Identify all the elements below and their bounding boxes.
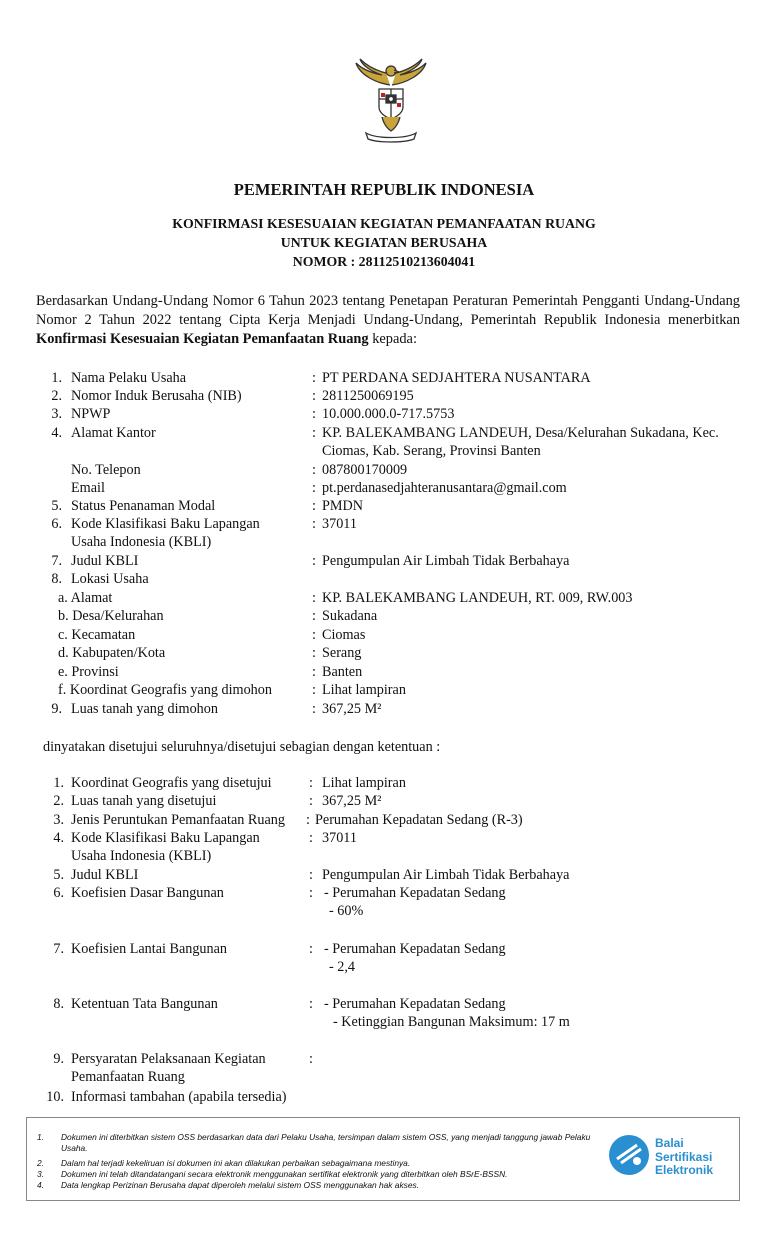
document-title-line1: KONFIRMASI KESESUAIAN KEGIATAN PEMANFAATAN RUANG xyxy=(172,216,596,231)
field-value: - Perumahan Kepadatan Sedang xyxy=(324,996,506,1012)
field-value: pt.perdanasedjahteranusantara@gmail.com xyxy=(322,480,567,496)
field-colon: : xyxy=(312,425,316,441)
field-label: Alamat Kantor xyxy=(71,425,156,441)
item-number: 9. xyxy=(53,1051,64,1067)
item-number: 7. xyxy=(51,553,62,569)
footnote-text: Data lengkap Perizinan Berusaha dapat diperoleh melalui sistem OSS menggunakan hak akses. xyxy=(61,1180,420,1190)
footnote-number: 3. xyxy=(37,1169,44,1179)
field-label: NPWP xyxy=(71,406,111,422)
field-value: Ciomas xyxy=(322,627,366,643)
intro-bold-text: Konfirmasi Kesesuaian Kegiatan Pemanfaatan Ruang xyxy=(36,331,369,347)
item-number: 5. xyxy=(53,867,64,883)
item-number: 8. xyxy=(53,996,64,1012)
footnote-box xyxy=(26,1117,740,1201)
field-colon: : xyxy=(312,462,316,478)
garuda-emblem-icon xyxy=(346,55,436,145)
field-value: 10.000.000.0-717.5753 xyxy=(322,406,455,422)
item-number: 2. xyxy=(51,388,62,404)
field-colon: : xyxy=(309,885,313,901)
footnote-text: Dokumen ini diterbitkan sistem OSS berdasarkan data dari Pelaku Usaha, tersimpan dalam sistem OSS, yang menjadi tanggung jawab Pelaku Usaha. xyxy=(61,1132,591,1153)
approval-statement: dinyatakan disetujui seluruhnya/disetujui sebagian dengan ketentuan : xyxy=(43,739,441,755)
field-colon: : xyxy=(306,812,310,828)
item-number: 9. xyxy=(51,701,62,717)
field-value-cont: - 2,4 xyxy=(329,959,356,975)
field-value: 37011 xyxy=(322,830,357,846)
field-colon: : xyxy=(312,627,316,643)
item-number: 1. xyxy=(53,775,64,791)
intro-text-end: kepada: xyxy=(368,331,417,347)
document-number: NOMOR : 28112510213604041 xyxy=(292,254,476,269)
field-value: PT PERDANA SEDJAHTERA NUSANTARA xyxy=(322,370,591,386)
item-number: 4. xyxy=(53,830,64,846)
footnote-text: Dokumen ini telah ditandatangani secara elektronik menggunakan sertifikat elektronik yang diterbitkan oleh BSrE-BSSN. xyxy=(61,1169,508,1179)
field-colon: : xyxy=(312,553,316,569)
field-colon: : xyxy=(309,941,313,957)
field-label: Kode Klasifikasi Baku Lapangan xyxy=(71,516,260,532)
field-value: KP. BALEKAMBANG LANDEUH, Desa/Kelurahan Sukadana, Kec. xyxy=(322,425,719,441)
intro-paragraph xyxy=(36,292,740,349)
item-number: 4. xyxy=(51,425,62,441)
footnote-number: 1. xyxy=(37,1132,44,1142)
field-value: Lihat lampiran xyxy=(322,775,406,791)
field-colon: : xyxy=(309,996,313,1012)
field-label: Judul KBLI xyxy=(71,553,139,569)
field-label: Koefisien Lantai Bangunan xyxy=(71,941,228,957)
field-label-cont: Usaha Indonesia (KBLI) xyxy=(71,534,212,550)
item-number: 3. xyxy=(51,406,62,422)
field-value: Serang xyxy=(322,645,362,661)
field-label-cont: Pemanfaatan Ruang xyxy=(71,1069,185,1085)
field-label: Koefisien Dasar Bangunan xyxy=(71,885,224,901)
item-number: 8. xyxy=(51,571,62,587)
field-value: Banten xyxy=(322,664,363,680)
field-label: Luas tanah yang dimohon xyxy=(71,701,218,717)
field-label: No. Telepon xyxy=(71,462,141,478)
field-value-cont: - 60% xyxy=(329,903,364,919)
field-value: Perumahan Kepadatan Sedang (R-3) xyxy=(315,812,523,828)
field-value: - Perumahan Kepadatan Sedang xyxy=(324,941,506,957)
field-colon: : xyxy=(309,830,313,846)
field-label: Judul KBLI xyxy=(71,867,139,883)
item-number: 10. xyxy=(46,1089,64,1105)
field-label: a. Alamat xyxy=(58,590,113,606)
field-value: 37011 xyxy=(322,516,357,532)
field-label: Nomor Induk Berusaha (NIB) xyxy=(71,388,242,404)
field-label: f. Koordinat Geografis yang dimohon xyxy=(58,682,272,698)
field-label-cont: Usaha Indonesia (KBLI) xyxy=(71,848,212,864)
field-value-cont: - Ketinggian Bangunan Maksimum: 17 m xyxy=(333,1014,570,1030)
field-colon: : xyxy=(309,867,313,883)
item-number: 5. xyxy=(51,498,62,514)
field-label: Luas tanah yang disetujui xyxy=(71,793,217,809)
item-number: 6. xyxy=(53,885,64,901)
field-label: Informasi tambahan (apabila tersedia) xyxy=(71,1089,287,1105)
field-value: 2811250069195 xyxy=(322,388,414,404)
field-value: - Perumahan Kepadatan Sedang xyxy=(324,885,506,901)
field-value: PMDN xyxy=(322,498,363,514)
field-colon: : xyxy=(312,498,316,514)
field-colon: : xyxy=(312,664,316,680)
bsre-line2: Sertifikasi xyxy=(655,1149,713,1164)
field-value: Sukadana xyxy=(322,608,378,624)
field-colon: : xyxy=(312,590,316,606)
field-colon: : xyxy=(312,370,316,386)
field-colon: : xyxy=(312,682,316,698)
bsre-line3: Elektronik xyxy=(655,1163,714,1177)
field-value: 367,25 M² xyxy=(322,701,382,717)
item-number: 2. xyxy=(53,793,64,809)
field-colon: : xyxy=(312,608,316,624)
item-number: 3. xyxy=(53,812,64,828)
field-colon: : xyxy=(309,1051,313,1067)
footnote-text: Dalam hal terjadi kekeliruan isi dokumen ini akan dilakukan perbaikan sebagaimana mestinya. xyxy=(61,1158,411,1168)
field-label: Persyaratan Pelaksanaan Kegiatan xyxy=(71,1051,266,1067)
field-label: Nama Pelaku Usaha xyxy=(71,370,187,386)
field-label: d. Kabupaten/Kota xyxy=(58,645,166,661)
bsre-logo-text xyxy=(655,1137,713,1178)
field-label: Ketentuan Tata Bangunan xyxy=(71,996,218,1012)
field-label: e. Provinsi xyxy=(58,664,119,680)
field-value: 367,25 M² xyxy=(322,793,382,809)
bsre-logo xyxy=(607,1133,737,1183)
field-value: Lihat lampiran xyxy=(322,682,406,698)
intro-text: Berdasarkan Undang-Undang Nomor 6 Tahun 2023 tentang Penetapan Peraturan Pemerintah Pengganti Undang-Undang Nomor 2 Tahun 2022 tentang Cipta Kerja Menjadi Undang-Undang, Pemerintah Republik Indonesia menerbitkan xyxy=(36,293,740,328)
field-value: 087800170009 xyxy=(322,462,408,478)
field-label: Koordinat Geografis yang disetujui xyxy=(71,775,272,791)
footnote-number: 4. xyxy=(37,1180,44,1190)
field-label: Lokasi Usaha xyxy=(71,571,149,587)
field-label: Jenis Peruntukan Pemanfaatan Ruang xyxy=(71,812,285,828)
field-colon: : xyxy=(312,406,316,422)
field-colon: : xyxy=(309,775,313,791)
field-colon: : xyxy=(312,701,316,717)
bsre-logo-icon xyxy=(607,1133,651,1177)
field-value: KP. BALEKAMBANG LANDEUH, RT. 009, RW.003 xyxy=(322,590,633,606)
field-value: Pengumpulan Air Limbah Tidak Berbahaya xyxy=(322,553,570,569)
item-number: 6. xyxy=(51,516,62,532)
item-number: 1. xyxy=(51,370,62,386)
government-title: PEMERINTAH REPUBLIK INDONESIA xyxy=(233,180,535,199)
item-number: 7. xyxy=(53,941,64,957)
field-colon: : xyxy=(312,388,316,404)
field-label: Kode Klasifikasi Baku Lapangan xyxy=(71,830,260,846)
field-value-cont: Ciomas, Kab. Serang, Provinsi Banten xyxy=(322,443,541,459)
bsre-line1: Balai xyxy=(655,1136,684,1150)
field-colon: : xyxy=(312,480,316,496)
field-label: b. Desa/Kelurahan xyxy=(58,608,164,624)
field-label: Email xyxy=(71,480,105,496)
field-colon: : xyxy=(309,793,313,809)
field-label: Status Penanaman Modal xyxy=(71,498,216,514)
field-label: c. Kecamatan xyxy=(58,627,136,643)
field-colon: : xyxy=(312,645,316,661)
document-title-line2: UNTUK KEGIATAN BERUSAHA xyxy=(280,235,488,250)
footnote-number: 2. xyxy=(37,1158,44,1168)
field-colon: : xyxy=(312,516,316,532)
field-value: Pengumpulan Air Limbah Tidak Berbahaya xyxy=(322,867,570,883)
